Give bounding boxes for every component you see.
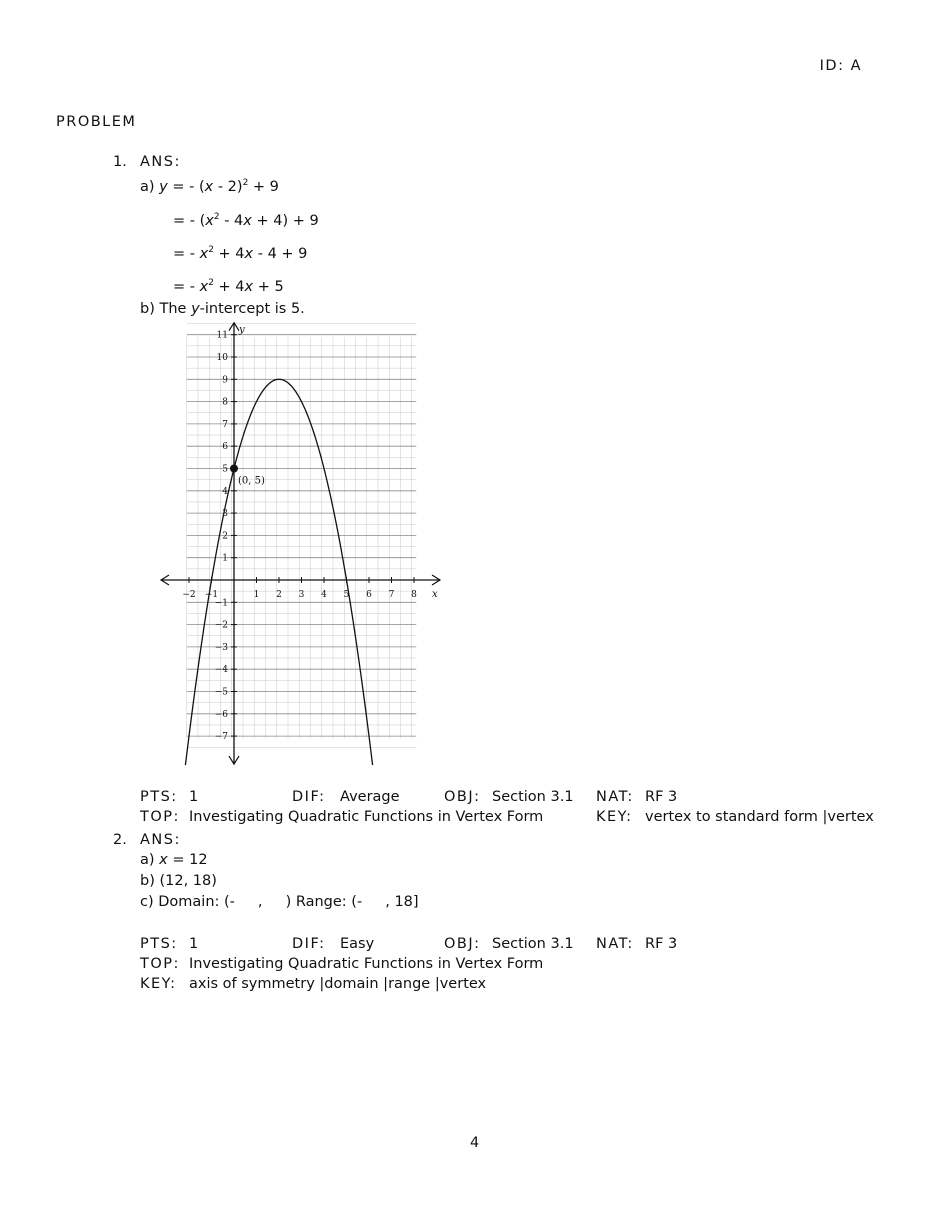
- graph-grid: [187, 324, 417, 748]
- p2-key-label: KEY:: [140, 976, 177, 992]
- p2-key-value: axis of symmetry |domain |range |vertex: [189, 976, 487, 992]
- problem-1-part-a-line-4: = - $x^2 + 4x + 5$: [173, 278, 284, 295]
- p2-nat-value: RF 3: [645, 936, 678, 952]
- x-tick-label: 1: [253, 590, 260, 600]
- y-tick-label: −6: [214, 709, 228, 720]
- y-tick-label: 4: [222, 486, 228, 497]
- section-title: PROBLEM: [56, 114, 137, 130]
- y-tick-label: 3: [222, 509, 228, 520]
- x-tick-label: 2: [276, 590, 282, 600]
- problem-1-part-a-line-2: = - $(x^2 - 4x + 4) + 9$: [173, 212, 319, 229]
- p1-obj-value: Section 3.1: [492, 789, 574, 805]
- y-tick-label: 7: [222, 419, 228, 430]
- p2-dif-value: Easy: [340, 936, 375, 952]
- p1-key-value: vertex to standard form |vertex: [645, 809, 874, 825]
- p1-pts-label: PTS:: [140, 789, 178, 805]
- graph-axes: [161, 323, 440, 764]
- y-tick-label: 2: [222, 531, 228, 542]
- x-axis-label: x: [432, 589, 438, 600]
- page-number: 4: [470, 1135, 480, 1151]
- x-tick-label: 4: [321, 590, 327, 600]
- y-tick-label: 10: [216, 353, 228, 363]
- p1-nat-value: RF 3: [645, 789, 678, 805]
- y-tick-label: −3: [214, 642, 228, 653]
- p2-top-value: Investigating Quadratic Functions in Vertex Form: [189, 956, 544, 972]
- y-tick-label: −7: [214, 732, 228, 743]
- problem-2-ans-label: ANS:: [140, 832, 181, 848]
- problem-1-part-b: b) The y-intercept is 5.: [140, 301, 305, 317]
- problem-1-part-a-line-3: = - $x^2 + 4x - 4 + 9$: [173, 245, 308, 262]
- x-tick-label: −1: [204, 590, 219, 600]
- p2-nat-label: NAT:: [596, 936, 634, 952]
- id-label: ID: A: [819, 58, 862, 74]
- problem-1-ans-label: ANS:: [140, 154, 181, 170]
- p1-top-value: Investigating Quadratic Functions in Vertex Form: [189, 809, 544, 825]
- p2-dif-label: DIF:: [292, 936, 326, 952]
- y-tick-label: −1: [214, 598, 228, 609]
- problem-2-part-a: a) x = 12: [140, 852, 208, 868]
- y-tick-label: 1: [222, 553, 228, 564]
- p2-top-label: TOP:: [140, 956, 180, 972]
- y-intercept-label: (0, 5): [238, 475, 265, 487]
- p1-key-label: KEY:: [596, 809, 633, 825]
- x-tick-label: −2: [182, 590, 196, 600]
- problem-2-part-c: c) Domain: (- , ) Range: (- , 18]: [140, 894, 419, 910]
- y-tick-label: 8: [222, 397, 228, 408]
- p2-pts-value: 1: [189, 936, 199, 952]
- y-tick-label: −2: [214, 620, 228, 631]
- x-tick-label: 3: [298, 590, 305, 600]
- y-tick-label: 6: [222, 442, 228, 453]
- problem-1-number: 1.: [113, 154, 127, 170]
- x-tick-label: 7: [388, 590, 395, 600]
- x-tick-label: 6: [366, 590, 372, 600]
- y-axis-label: y: [239, 324, 245, 336]
- p1-pts-value: 1: [189, 789, 199, 805]
- p1-top-label: TOP:: [140, 809, 180, 825]
- y-tick-label: −5: [214, 687, 228, 698]
- problem-1-part-a-line-1: a) y = - (x - 2)$^2$ + 9: [140, 178, 279, 195]
- p1-obj-label: OBJ:: [444, 789, 481, 805]
- p2-pts-label: PTS:: [140, 936, 178, 952]
- y-tick-label: 5: [222, 464, 228, 475]
- problem-2-part-b: b) (12, 18): [140, 873, 217, 889]
- p1-dif-label: DIF:: [292, 789, 326, 805]
- x-tick-label: 8: [411, 590, 417, 600]
- x-tick-label: 5: [343, 590, 350, 600]
- y-tick-label: 11: [216, 330, 228, 341]
- p1-dif-value: Average: [340, 789, 400, 805]
- y-tick-label: 9: [222, 375, 228, 386]
- y-intercept-point: [230, 465, 238, 473]
- parabola-curve: [185, 379, 372, 765]
- p2-obj-label: OBJ:: [444, 936, 481, 952]
- problem-2-number: 2.: [113, 832, 127, 848]
- parabola-graph: [155, 318, 455, 773]
- p1-nat-label: NAT:: [596, 789, 634, 805]
- p2-obj-value: Section 3.1: [492, 936, 574, 952]
- y-tick-label: −4: [214, 665, 228, 676]
